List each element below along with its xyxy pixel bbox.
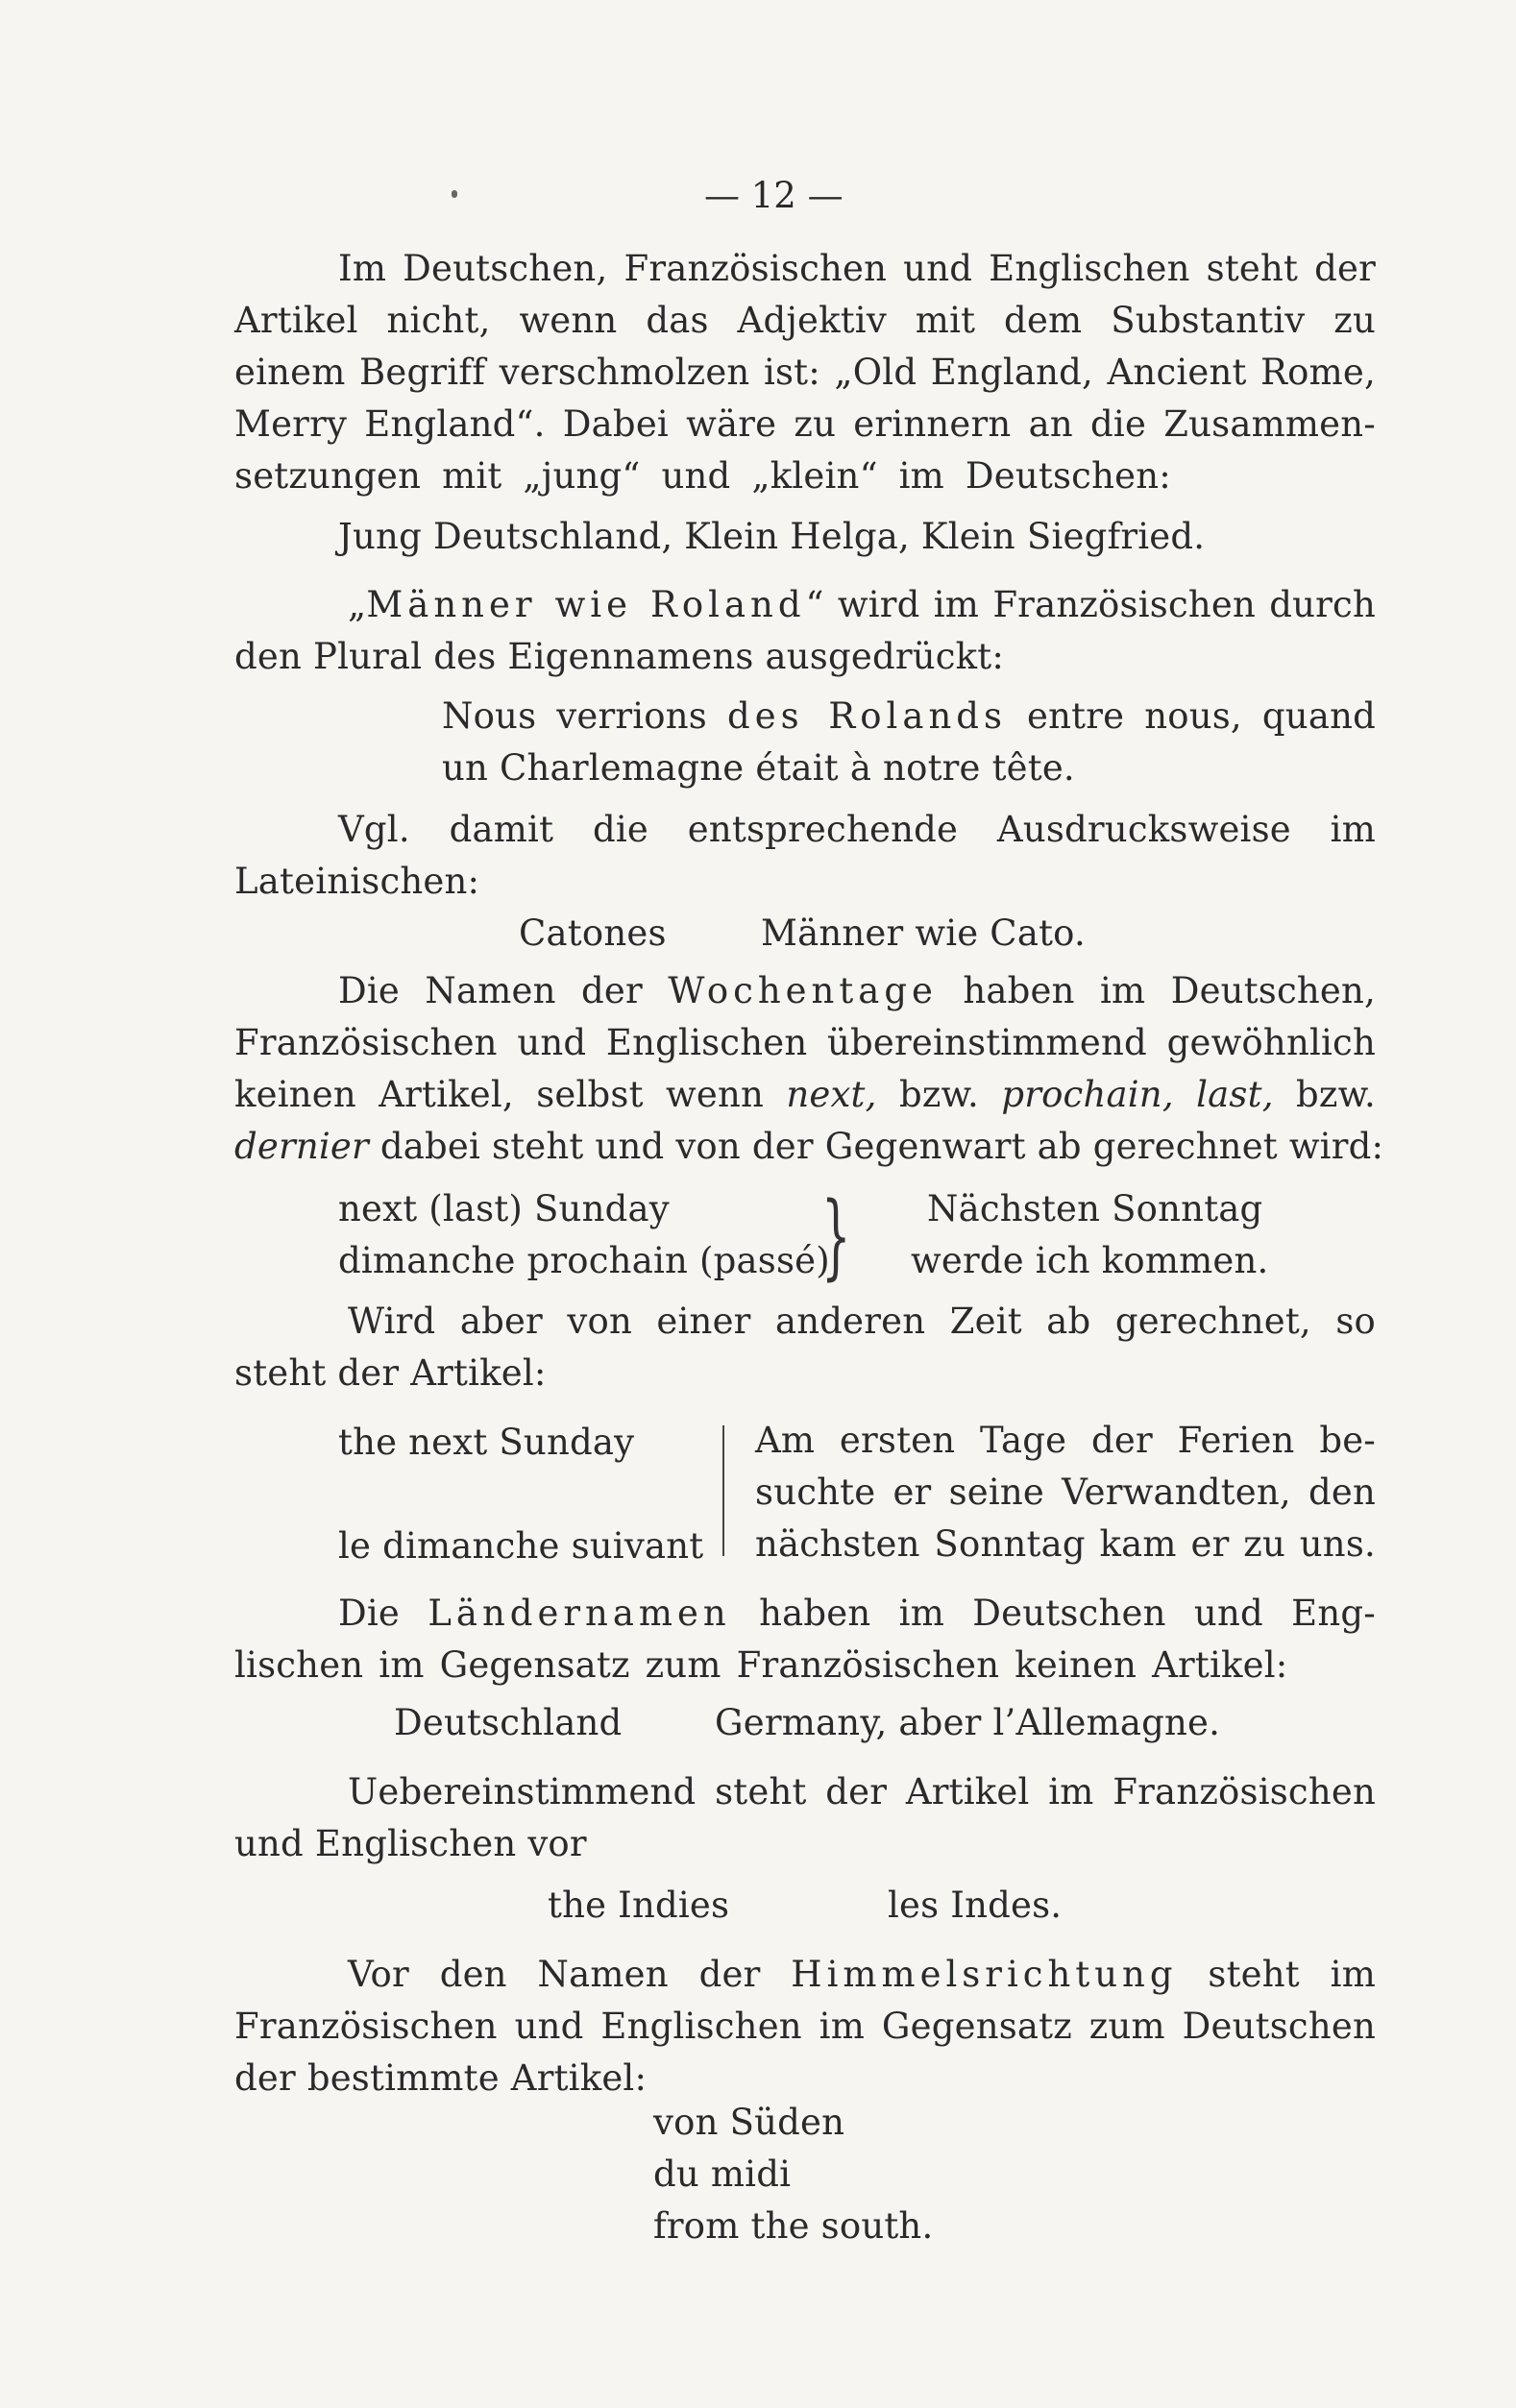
ex6-left: Deutschland <box>394 1702 623 1743</box>
ex8-line-3: from the south. <box>653 2205 934 2247</box>
page-number: — 12 — <box>704 175 844 216</box>
p4-line-3-start: keinen Artikel, selbst wenn <box>234 1074 765 1115</box>
p2-line-2: den Plural des Eigennamens ausgedrückt: <box>234 636 1005 677</box>
ex5-right-3: nächsten Sonntag kam er zu uns. <box>755 1523 1376 1565</box>
ex4-left-2: dimanche prochain (passé) <box>338 1240 830 1281</box>
p1-line-3: einem Begriff verschmolzen ist: „Old England, Ancient Rome, <box>234 352 1376 393</box>
ex3-left: Catones <box>519 912 667 954</box>
example-young-germany: Jung Deutschland, Klein Helga, Klein Siegfried. <box>338 516 1206 557</box>
p4-line-1-rest: haben im Deutschen, <box>963 970 1377 1011</box>
p8-line-1 <box>348 1950 1376 2000</box>
p5-line-1: Wird aber von einer anderen Zeit ab gerechnet, so <box>348 1301 1376 1342</box>
p4-line-4-rest: dabei steht und von der Gegenwart ab gerechnet wird: <box>379 1126 1384 1167</box>
p7-line-1: Uebereinstimmend steht der Artikel im Französischen <box>348 1771 1376 1812</box>
p2-spaced-term: Männer wie Roland <box>366 584 806 625</box>
p4-spaced-term: Wochentage <box>668 970 938 1011</box>
p6-start: Die <box>338 1593 400 1634</box>
ex4-right-2: werde ich kommen. <box>911 1240 1269 1281</box>
p2-open-quote: „ <box>348 584 367 625</box>
ex4-left-1: next (last) Sunday <box>338 1188 670 1229</box>
word-bzw-2: bzw. <box>1296 1074 1377 1115</box>
p4-line-2: Französischen und Englischen übereinstimmend gewöhnlich <box>234 1022 1376 1063</box>
print-speck <box>452 190 457 198</box>
p4-start: Die Namen der <box>338 970 643 1011</box>
ex2-line-1 <box>442 692 1376 742</box>
p6-spaced-term: Ländernamen <box>428 1593 731 1634</box>
p2-line-1-rest: “ wird im Französischen durch <box>805 584 1376 625</box>
ex8-line-1: von Süden <box>653 2102 845 2143</box>
ex2-start: Nous verrions <box>442 695 707 737</box>
ex4-brace: } <box>821 1183 851 1291</box>
p3-line-2: Lateinischen: <box>234 861 480 902</box>
p1-line-1: Im Deutschen, Französischen und Englischen steht der <box>338 248 1376 289</box>
p4-line-3 <box>234 1070 1376 1120</box>
word-next: next, <box>786 1074 877 1115</box>
ex5-bracket <box>722 1425 724 1556</box>
p8-line-3: der bestimmte Artikel: <box>234 2057 648 2099</box>
p4-line-4 <box>234 1122 1384 1172</box>
p2-line-1 <box>348 580 1376 630</box>
ex7-left: the Indies <box>548 1885 730 1926</box>
ex6-right: Germany, aber l’Allemagne. <box>715 1702 1221 1743</box>
ex5-right-1: Am ersten Tage der Ferien be- <box>755 1420 1376 1461</box>
p4-line-1 <box>338 966 1376 1016</box>
p8-line-2: Französischen und Englischen im Gegensatz zum Deutschen <box>234 2006 1376 2047</box>
ex2-end: entre nous, quand <box>1027 695 1376 737</box>
word-prochain: prochain, <box>1001 1074 1174 1115</box>
ex5-left-1: the next Sunday <box>338 1422 635 1463</box>
word-dernier: dernier <box>234 1126 369 1167</box>
ex3-right: Männer wie Cato. <box>761 912 1086 954</box>
p1-line-4: Merry England“. Dabei wäre zu erinnern an die Zusammen- <box>234 403 1376 445</box>
ex5-left-2: le dimanche suivant <box>338 1525 704 1567</box>
p7-line-2: und Englischen vor <box>234 1823 587 1864</box>
ex4-right-1: Nächsten Sonntag <box>927 1188 1263 1229</box>
p8-spaced-term: Himmelsrichtung <box>791 1954 1178 1995</box>
ex2-spaced-term: des Rolands <box>727 695 1007 737</box>
ex5-right-2: suchte er seine Verwandten, den <box>755 1472 1376 1513</box>
p1-line-2: Artikel nicht, wenn das Adjektiv mit dem Substantiv zu <box>234 300 1376 341</box>
word-bzw-1: bzw. <box>898 1074 979 1115</box>
p6-line-2: lischen im Gegensatz zum Französischen keinen Artikel: <box>234 1644 1288 1686</box>
p6-line-1 <box>338 1589 1376 1639</box>
ex8-line-2: du midi <box>653 2153 792 2195</box>
p8-line-1-rest: steht im <box>1208 1954 1376 1995</box>
ex7-right: les Indes. <box>888 1885 1063 1926</box>
ex2-line-2: un Charlemagne était à notre tête. <box>442 747 1075 789</box>
p1-line-5: setzungen mit „jung“ und „klein“ im Deutschen: <box>234 455 1171 497</box>
p5-line-2: steht der Artikel: <box>234 1352 547 1394</box>
p8-start: Vor den Namen der <box>348 1954 761 1995</box>
p3-line-1: Vgl. damit die entsprechende Ausdrucksweise im <box>338 809 1376 850</box>
p6-line-1-rest: haben im Deutschen und Eng- <box>759 1593 1376 1634</box>
word-last: last, <box>1196 1074 1274 1115</box>
